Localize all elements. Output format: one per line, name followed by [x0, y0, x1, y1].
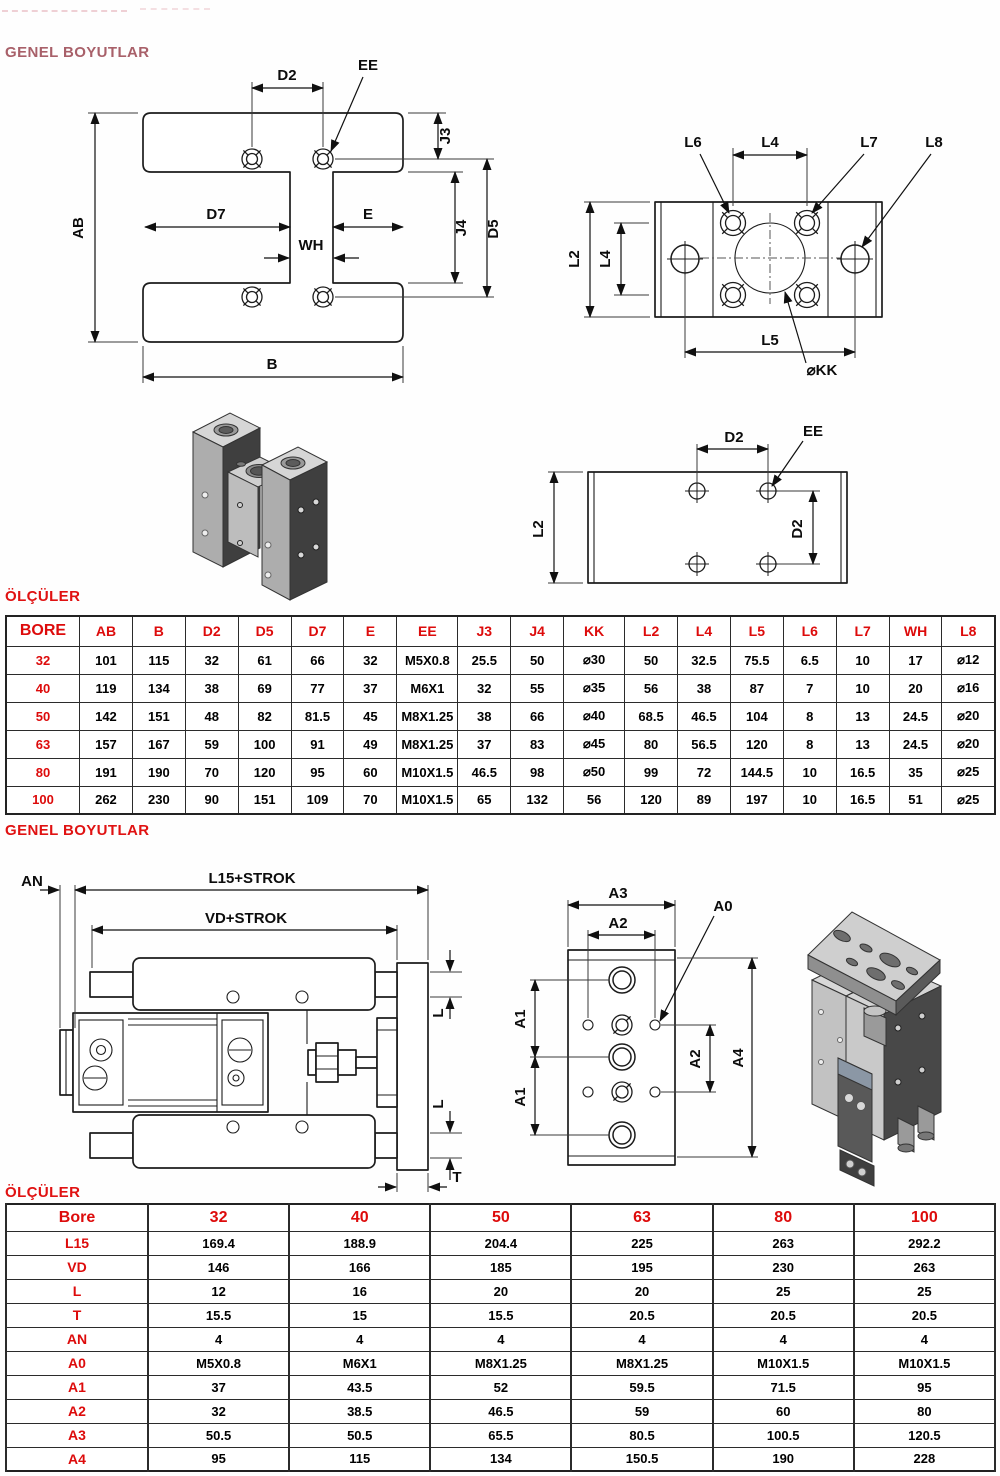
- dim-label-vd-strok: VD+STROK: [204, 910, 288, 927]
- table-cell: 59: [185, 730, 238, 758]
- table-cell: 204.4: [430, 1231, 571, 1255]
- column-header: D7: [291, 616, 344, 646]
- table-cell: 146: [148, 1255, 289, 1279]
- table-cell: 89: [678, 786, 731, 814]
- table-cell: M10X1.5: [854, 1351, 995, 1375]
- table-cell: 169.4: [148, 1231, 289, 1255]
- table-cell: 60: [344, 758, 397, 786]
- table-cell: 38: [458, 702, 511, 730]
- table-cell: 55: [511, 674, 564, 702]
- table-cell: 100: [6, 786, 80, 814]
- table-cell: 4: [713, 1327, 854, 1351]
- dim-label-b: B: [266, 356, 278, 373]
- table-cell: 63: [6, 730, 80, 758]
- table-cell: A2: [6, 1399, 148, 1423]
- dim-label-d2-vert: D2: [789, 519, 806, 539]
- table-row: [6, 702, 995, 730]
- bracket-dimensions-table: [5, 615, 996, 815]
- table-cell: 66: [511, 702, 564, 730]
- dim-label-j3: J3: [437, 127, 454, 145]
- dim-label-wh: WH: [298, 237, 324, 254]
- table-cell: 50.5: [148, 1423, 289, 1447]
- table-row: [6, 1279, 995, 1303]
- table-cell: 10: [783, 786, 836, 814]
- table-row: [6, 646, 995, 674]
- table-cell: M10X1.5: [397, 786, 458, 814]
- column-header: WH: [889, 616, 942, 646]
- slide-isometric-view: [808, 912, 941, 1186]
- table-cell: 43.5: [289, 1375, 430, 1399]
- dim-label-l4-left: L4: [597, 250, 614, 268]
- column-header: J3: [458, 616, 511, 646]
- table-cell: 228: [854, 1447, 995, 1471]
- column-header: L5: [730, 616, 783, 646]
- table-row: [6, 674, 995, 702]
- table-cell: 32: [6, 646, 80, 674]
- table-cell: ⌀45: [564, 730, 625, 758]
- table-cell: 120.5: [854, 1423, 995, 1447]
- dim-label-a3: A3: [608, 885, 628, 902]
- table-cell: M8X1.25: [397, 730, 458, 758]
- table-cell: 4: [854, 1327, 995, 1351]
- table-cell: 83: [511, 730, 564, 758]
- table-cell: 37: [148, 1375, 289, 1399]
- table-cell: M6X1: [397, 674, 458, 702]
- table-cell: 188.9: [289, 1231, 430, 1255]
- table-cell: 80: [854, 1399, 995, 1423]
- table-cell: 263: [713, 1231, 854, 1255]
- column-header: E: [344, 616, 397, 646]
- table-cell: 8: [783, 730, 836, 758]
- table-cell: 4: [571, 1327, 712, 1351]
- table-cell: 100.5: [713, 1423, 854, 1447]
- table-row: [6, 1303, 995, 1327]
- column-header: AB: [80, 616, 133, 646]
- table-cell: 99: [625, 758, 678, 786]
- column-header: 63: [571, 1204, 712, 1231]
- table-cell: 69: [238, 674, 291, 702]
- dim-label-l-top: L: [430, 1008, 447, 1018]
- dim-label-a2-right: A2: [687, 1049, 704, 1069]
- dim-label-l2: L2: [566, 250, 583, 268]
- column-header: Bore: [6, 1204, 148, 1231]
- slide-side-view-drawing: [21, 870, 462, 1192]
- table-cell: 72: [678, 758, 731, 786]
- table-cell: ⌀40: [564, 702, 625, 730]
- dim-label-l6: L6: [684, 134, 702, 151]
- column-header: BORE: [6, 616, 80, 646]
- table-cell: 65: [458, 786, 511, 814]
- table-cell: 50.5: [289, 1423, 430, 1447]
- column-header: KK: [564, 616, 625, 646]
- bracket-isometric-view: [193, 413, 327, 600]
- table-row: [6, 786, 995, 814]
- table-cell: 80: [625, 730, 678, 758]
- table-cell: 32: [185, 646, 238, 674]
- dim-label-a1-bottom: A1: [512, 1087, 529, 1107]
- table-cell: 25.5: [458, 646, 511, 674]
- table-cell: M8X1.25: [430, 1351, 571, 1375]
- table-cell: 32.5: [678, 646, 731, 674]
- table-cell: VD: [6, 1255, 148, 1279]
- table-cell: 230: [713, 1255, 854, 1279]
- table-cell: 95: [854, 1375, 995, 1399]
- table-cell: 68.5: [625, 702, 678, 730]
- table-cell: 225: [571, 1231, 712, 1255]
- table-cell: A4: [6, 1447, 148, 1471]
- table-row: [6, 1423, 995, 1447]
- table-cell: 101: [80, 646, 133, 674]
- dim-label-l8: L8: [925, 134, 943, 151]
- table-cell: 98: [511, 758, 564, 786]
- section-heading-general-dimensions-2: GENEL BOYUTLAR: [5, 822, 150, 839]
- table-cell: 48: [185, 702, 238, 730]
- table-cell: 20: [889, 674, 942, 702]
- table-cell: 50: [6, 702, 80, 730]
- table-cell: M5X0.8: [397, 646, 458, 674]
- table-cell: ⌀35: [564, 674, 625, 702]
- bracket-top-view-drawing: [566, 134, 943, 379]
- column-header: 50: [430, 1204, 571, 1231]
- table-cell: M10X1.5: [397, 758, 458, 786]
- table-cell: 91: [291, 730, 344, 758]
- table-cell: T: [6, 1303, 148, 1327]
- table-cell: L: [6, 1279, 148, 1303]
- table-cell: M5X0.8: [148, 1351, 289, 1375]
- table-cell: 60: [713, 1399, 854, 1423]
- table-cell: 40: [6, 674, 80, 702]
- table-cell: 59.5: [571, 1375, 712, 1399]
- table-cell: 119: [80, 674, 133, 702]
- table-cell: 80: [6, 758, 80, 786]
- table-cell: M8X1.25: [397, 702, 458, 730]
- table-cell: 100: [238, 730, 291, 758]
- table-row: [6, 1399, 995, 1423]
- column-header: L8: [942, 616, 995, 646]
- table-cell: 10: [783, 758, 836, 786]
- dim-label-l2-plate: L2: [530, 520, 547, 538]
- table-cell: 16: [289, 1279, 430, 1303]
- table-cell: 190: [713, 1447, 854, 1471]
- section-heading-dimensions-2: ÖLÇÜLER: [5, 1184, 81, 1201]
- dim-label-an: AN: [21, 873, 43, 890]
- table-cell: M6X1: [289, 1351, 430, 1375]
- table-cell: ⌀20: [942, 730, 995, 758]
- table-cell: 109: [291, 786, 344, 814]
- table-row: [6, 1351, 995, 1375]
- slide-port-face-view-drawing: [512, 885, 758, 1165]
- table-cell: 61: [238, 646, 291, 674]
- table-cell: 4: [148, 1327, 289, 1351]
- table-cell: 13: [836, 730, 889, 758]
- table-cell: 120: [238, 758, 291, 786]
- dim-label-d2-plate: D2: [724, 429, 744, 446]
- table-row: [6, 1231, 995, 1255]
- table-cell: 56: [564, 786, 625, 814]
- table-cell: 15.5: [148, 1303, 289, 1327]
- column-header: 40: [289, 1204, 430, 1231]
- table-cell: 20: [571, 1279, 712, 1303]
- table-cell: 38: [185, 674, 238, 702]
- table-cell: 95: [148, 1447, 289, 1471]
- table-row: [6, 1327, 995, 1351]
- table-cell: 120: [625, 786, 678, 814]
- section-heading-general-dimensions-1: GENEL BOYUTLAR: [5, 44, 150, 61]
- table-cell: 195: [571, 1255, 712, 1279]
- dim-label-l15-strok: L15+STROK: [208, 870, 296, 887]
- table-cell: 157: [80, 730, 133, 758]
- table-cell: 71.5: [713, 1375, 854, 1399]
- table-cell: 20: [430, 1279, 571, 1303]
- table-cell: 4: [430, 1327, 571, 1351]
- table-cell: 25: [713, 1279, 854, 1303]
- table-cell: 167: [132, 730, 185, 758]
- table-cell: 50: [625, 646, 678, 674]
- table-cell: 115: [289, 1447, 430, 1471]
- dim-label-l-bottom: L: [430, 1099, 447, 1109]
- table-cell: 82: [238, 702, 291, 730]
- table-cell: 115: [132, 646, 185, 674]
- table-cell: 32: [148, 1399, 289, 1423]
- table-cell: 49: [344, 730, 397, 758]
- table-cell: 20.5: [571, 1303, 712, 1327]
- dim-label-l4-top: L4: [761, 134, 779, 151]
- slide-dimensions-table: [5, 1203, 996, 1472]
- table-cell: A3: [6, 1423, 148, 1447]
- table-cell: 59: [571, 1399, 712, 1423]
- table-cell: 70: [344, 786, 397, 814]
- dim-label-t: T: [452, 1169, 462, 1186]
- table-cell: A0: [6, 1351, 148, 1375]
- dim-label-j4: J4: [453, 219, 470, 237]
- table-cell: 191: [80, 758, 133, 786]
- table-cell: 46.5: [678, 702, 731, 730]
- dim-label-d5: D5: [485, 219, 502, 239]
- dim-label-kk: ⌀KK: [806, 362, 838, 379]
- dim-label-ee-plate: EE: [802, 423, 824, 440]
- table-cell: ⌀25: [942, 758, 995, 786]
- table-cell: 50: [511, 646, 564, 674]
- dim-label-a4: A4: [730, 1048, 747, 1068]
- column-header: D2: [185, 616, 238, 646]
- table-cell: 95: [291, 758, 344, 786]
- table-cell: 151: [238, 786, 291, 814]
- table-cell: 38.5: [289, 1399, 430, 1423]
- table-cell: 75.5: [730, 646, 783, 674]
- table-cell: 8: [783, 702, 836, 730]
- table-cell: ⌀20: [942, 702, 995, 730]
- table-cell: 15.5: [430, 1303, 571, 1327]
- table-cell: ⌀50: [564, 758, 625, 786]
- dim-label-l7: L7: [860, 134, 878, 151]
- table-cell: 10: [836, 674, 889, 702]
- table-cell: 77: [291, 674, 344, 702]
- column-header: D5: [238, 616, 291, 646]
- table-cell: 4: [289, 1327, 430, 1351]
- table-cell: 65.5: [430, 1423, 571, 1447]
- table-cell: ⌀30: [564, 646, 625, 674]
- table-cell: 20.5: [713, 1303, 854, 1327]
- table-row: [6, 1375, 995, 1399]
- table-row: [6, 1255, 995, 1279]
- table-cell: 20.5: [854, 1303, 995, 1327]
- table-cell: 7: [783, 674, 836, 702]
- header-row: [6, 1204, 995, 1231]
- table-cell: 81.5: [291, 702, 344, 730]
- table-cell: 142: [80, 702, 133, 730]
- bracket-front-view-drawing: [70, 57, 502, 383]
- table-cell: 150.5: [571, 1447, 712, 1471]
- table-cell: 144.5: [730, 758, 783, 786]
- table-row: [6, 1447, 995, 1471]
- table-cell: 16.5: [836, 786, 889, 814]
- table-cell: 52: [430, 1375, 571, 1399]
- dim-label-e: E: [362, 206, 374, 223]
- table-cell: 104: [730, 702, 783, 730]
- table-cell: 32: [344, 646, 397, 674]
- table-cell: 230: [132, 786, 185, 814]
- table-cell: 46.5: [430, 1399, 571, 1423]
- column-header: J4: [511, 616, 564, 646]
- dim-label-l5: L5: [761, 332, 779, 349]
- dim-label-d7: D7: [206, 206, 226, 223]
- column-header: L4: [678, 616, 731, 646]
- table-cell: 17: [889, 646, 942, 674]
- table-cell: M10X1.5: [713, 1351, 854, 1375]
- table-cell: ⌀25: [942, 786, 995, 814]
- table-cell: 24.5: [889, 702, 942, 730]
- table-row: [6, 758, 995, 786]
- column-header: B: [132, 616, 185, 646]
- table-cell: 38: [678, 674, 731, 702]
- table-cell: AN: [6, 1327, 148, 1351]
- table-cell: 185: [430, 1255, 571, 1279]
- section-heading-dimensions-1: ÖLÇÜLER: [5, 588, 81, 605]
- table-cell: 35: [889, 758, 942, 786]
- table-cell: 80.5: [571, 1423, 712, 1447]
- column-header: 32: [148, 1204, 289, 1231]
- table-cell: 132: [511, 786, 564, 814]
- column-header: L6: [783, 616, 836, 646]
- dim-label-a2-top: A2: [608, 915, 628, 932]
- table-cell: M8X1.25: [571, 1351, 712, 1375]
- table-cell: 51: [889, 786, 942, 814]
- table-cell: 12: [148, 1279, 289, 1303]
- dim-label-ab: AB: [70, 217, 87, 239]
- table-cell: 37: [344, 674, 397, 702]
- table-cell: 45: [344, 702, 397, 730]
- table-cell: 16.5: [836, 758, 889, 786]
- table-cell: ⌀16: [942, 674, 995, 702]
- table-cell: 134: [132, 674, 185, 702]
- table-cell: 56.5: [678, 730, 731, 758]
- table-cell: 15: [289, 1303, 430, 1327]
- table-cell: 70: [185, 758, 238, 786]
- column-header: EE: [397, 616, 458, 646]
- table-cell: 151: [132, 702, 185, 730]
- table-cell: 197: [730, 786, 783, 814]
- column-header: L2: [625, 616, 678, 646]
- table-cell: 25: [854, 1279, 995, 1303]
- table-cell: 13: [836, 702, 889, 730]
- column-header: 100: [854, 1204, 995, 1231]
- table-cell: 120: [730, 730, 783, 758]
- table-cell: 262: [80, 786, 133, 814]
- column-header: 80: [713, 1204, 854, 1231]
- table-cell: 66: [291, 646, 344, 674]
- table-cell: 190: [132, 758, 185, 786]
- table-cell: 166: [289, 1255, 430, 1279]
- dim-label-d2: D2: [277, 67, 297, 84]
- bracket-plate-view-drawing: [530, 423, 847, 583]
- table-cell: A1: [6, 1375, 148, 1399]
- column-header: L7: [836, 616, 889, 646]
- dim-label-ee: EE: [357, 57, 379, 74]
- table-cell: 134: [430, 1447, 571, 1471]
- dim-label-a0: A0: [713, 898, 733, 915]
- dim-label-a1-top: A1: [512, 1009, 529, 1029]
- table-cell: 90: [185, 786, 238, 814]
- table-cell: 24.5: [889, 730, 942, 758]
- table-cell: 32: [458, 674, 511, 702]
- table-cell: ⌀12: [942, 646, 995, 674]
- table-cell: 46.5: [458, 758, 511, 786]
- header-row: [6, 616, 995, 646]
- table-cell: L15: [6, 1231, 148, 1255]
- table-cell: 263: [854, 1255, 995, 1279]
- table-cell: 56: [625, 674, 678, 702]
- table-cell: 292.2: [854, 1231, 995, 1255]
- table-row: [6, 730, 995, 758]
- table-cell: 37: [458, 730, 511, 758]
- table-cell: 10: [836, 646, 889, 674]
- table-cell: 87: [730, 674, 783, 702]
- table-cell: 6.5: [783, 646, 836, 674]
